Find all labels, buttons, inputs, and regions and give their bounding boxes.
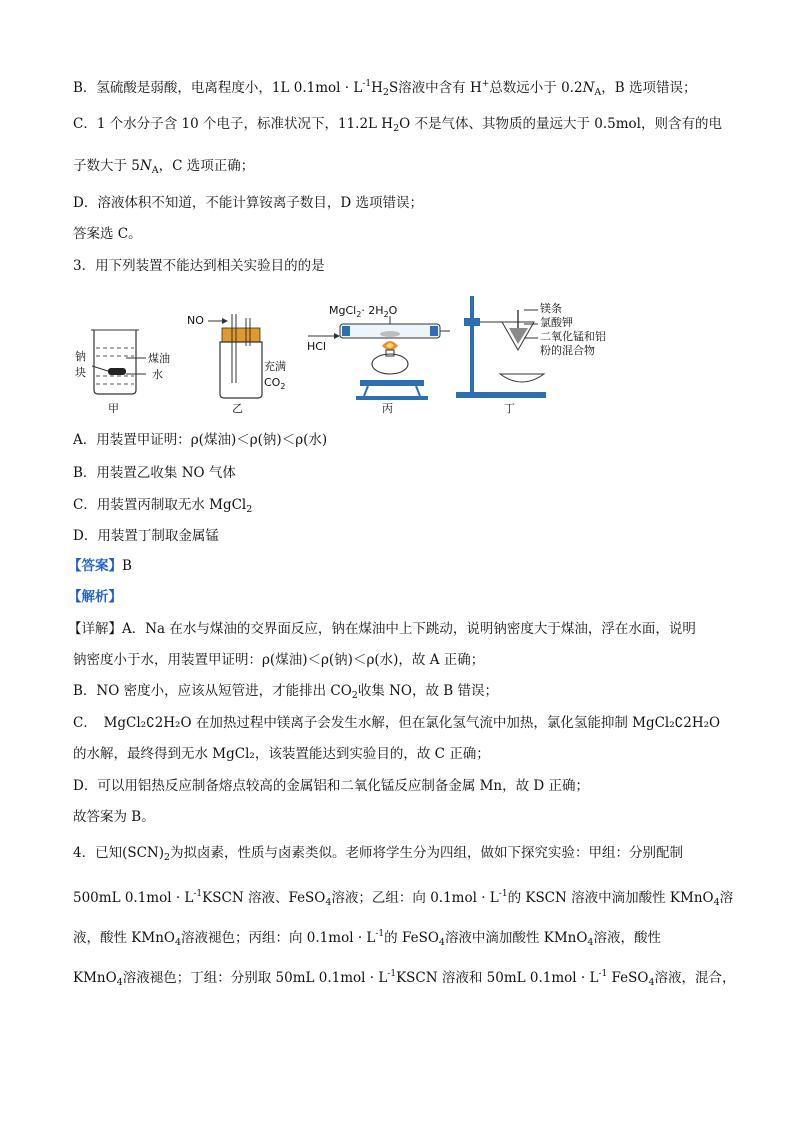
option-c: C．用装置丙制取无水 MgCl$_2$ [73,497,253,515]
apparatus-figure [72,288,606,420]
q4-line-3: 液，酸性 KMnO$_4$溶液褪色；丙组：向 $0.1mol \cdot L^{-1}$的 FeSO$_4$溶液中滴加酸性 KMnO$_4$溶液，酸性 [73,929,661,948]
answer-line: 【答案】B [68,558,132,574]
label-sodium-1: 钠 [75,350,86,363]
label-kclo3: 氯酸钾 [540,316,573,329]
gas-bottle-apparatus [187,314,286,415]
option-d: D．用装置丁制取金属锰 [73,528,219,544]
detail-line-5: 的水解，最终得到无水 MgCl₂，该装置能达到实验目的，故 C 正确； [73,746,490,762]
final-answer: 故答案为 B。 [73,809,155,825]
option-b-line: B．氢硫酸是弱酸，电离程度小，1L $0.1mol \cdot L^{-1}H_2S$溶液中含有 H+总数远小于 $0.2N_A$，B 选项错误； [73,79,697,98]
heating-tube-apparatus [307,304,450,415]
label-yi: 乙 [232,402,243,415]
detail-line-3: B．NO 密度小，应该从短管进，才能排出 $CO_2$收集 NO，故 B 错误； [73,683,499,701]
q4-line-4: KMnO$_4$溶液褪色；丁组：分别取 50mL $0.1mol \cdot L^{-1}KSCN$ 溶液和 50mL $0.1mol \cdot L^{-1}$ FeSO$_4$溶液，混合， [73,969,736,988]
option-a: A．用装置甲证明：ρ(煤油)＜ρ(钠)＜ρ(水) [73,432,328,448]
label-mix-1: 二氧化锰和铝 [540,330,606,343]
label-co2: $CO_2$ [264,376,286,391]
option-d-line: D．溶液体积不知道，不能计算铵离子数目，D 选项错误； [73,195,423,211]
label-water: 水 [152,368,163,381]
analysis-tag: 【解析】 [68,589,122,605]
previous-answer: 答案选 C。 [73,226,142,242]
detail-line-4: C． MgCl₂∁2H₂O 在加热过程中镁离子会发生水解，但在氯化氢气流中加热，氯化氢能抑制 MgCl₂∁2H₂O [73,715,721,731]
beaker-apparatus [75,330,170,415]
thermite-apparatus [456,296,606,415]
label-fill: 充满 [264,360,286,373]
detail-line-2: 钠密度小于水，用装置甲证明：ρ(煤油)＜ρ(钠)＜ρ(水)，故 A 正确； [73,652,485,668]
label-mg-ribbon: 镁条 [540,302,562,315]
label-hcl: HCl [307,340,327,353]
label-kerosene: 煤油 [148,352,170,365]
detail-line-6: D．可以用铝热反应制备熔点较高的金属铝和二氧化锰反应制备金属 Mn，故 D 正确； [73,778,590,794]
question-3-stem: 3．用下列装置不能达到相关实验目的的是 [73,258,325,274]
label-mix-2: 粉的混合物 [540,344,595,357]
label-jia: 甲 [108,402,119,415]
option-c-line-1: C．1 个水分子含 10 个电子，标准状况下，11.2L $H_2O$ 不是气体、其物质的量远大于 0.5mol，则含有的电 [73,116,722,134]
q4-line-1: 4．已知$(SCN)_2$为拟卤素，性质与卤素类似。老师将学生分为四组，做如下探究实验：甲组：分别配制 [73,845,684,863]
label-bing: 丙 [382,402,393,415]
option-b: B．用装置乙收集 NO 气体 [73,465,236,481]
label-no: NO [187,314,204,327]
detail-line-1: 【详解】A．Na 在水与煤油的交界面反应，钠在煤油中上下跳动，说明钠密度大于煤油，浮在水面，说明 [68,621,696,637]
option-c-line-2: 子数大于 $5N_A$，C 选项正确； [73,158,255,176]
label-sodium-2: 块 [75,366,86,379]
label-mgcl2: MgCl$_2$· $2H_2O$ [329,304,398,319]
label-ding: 丁 [504,402,515,415]
q4-line-2: 500mL $0.1mol \cdot L^{-1}KSCN$ 溶液、FeSO$_4$溶液；乙组：向 $0.1mol \cdot L^{-1}$的 KSCN 溶液中滴加酸性 KMnO$_4$溶 [73,889,734,908]
